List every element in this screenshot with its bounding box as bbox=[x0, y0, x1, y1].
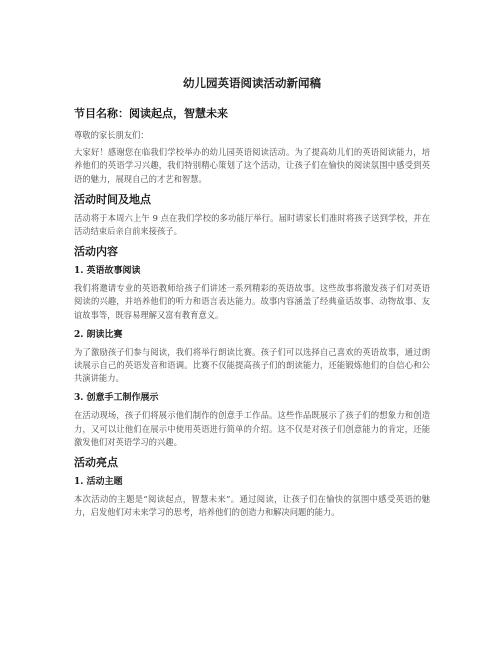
highlight-item-title: 1. 活动主题 bbox=[74, 477, 123, 488]
program-name-heading: 节目名称：阅读起点，智慧未来 bbox=[74, 107, 228, 120]
content-item-title: 1. 英语故事阅读 bbox=[74, 266, 141, 277]
content-heading: 活动内容 bbox=[74, 245, 118, 259]
content-item-title: 3. 创意手工制作展示 bbox=[74, 393, 159, 404]
content-item-text: 为了激励孩子们参与阅读，我们将举行朗读比赛。孩子们可以选择自己喜欢的英语故事，通过朗读展示自己的英语发音和语调。比赛不仅能提高孩子们的朗读能力，还能锻炼他们的自信心和公共演讲能力。 bbox=[74, 346, 430, 384]
document-body bbox=[74, 74, 430, 525]
content-item-text: 在活动现场，孩子们将展示他们制作的创意手工作品。这些作品既展示了孩子们的想象力和创造力，又可以让他们在展示中使用英语进行简单的介绍。这不仅是对孩子们创意能力的肯定，还能激发他们对英语学习的兴趣。 bbox=[74, 410, 430, 447]
greeting-text: 尊敬的家长朋友们： bbox=[74, 130, 149, 140]
highlight-item-text: 本次活动的主题是“阅读起点，智慧未来”。通过阅读，让孩子们在愉快的氛围中感受英语的魅力，启发他们对未来学习的思考，培养他们的创造力和解决问题的能力。 bbox=[74, 494, 430, 518]
intro-paragraph: 大家好！感谢您在临我们学校举办的幼儿园英语阅读活动。为了提高幼儿们的英语阅读能力，培养他们的英语学习兴趣，我们特别精心策划了这个活动，让孩子们在愉快的阅读氛围中感受到英语的魅力，展现自己的才艺和智慧。 bbox=[74, 147, 430, 184]
document-title: 幼儿园英语阅读活动新闻稿 bbox=[183, 76, 321, 90]
content-item-title: 2. 朗读比赛 bbox=[74, 329, 123, 340]
content-item-text: 我们将邀请专业的英语教师给孩子们讲述一系列精彩的英语故事。这些故事将激发孩子们对英语阅读的兴趣，并培养他们的听力和语言表达能力。故事内容涵盖了经典童话故事、动物故事、友谊故事等，既容易理解又富有教育意义。 bbox=[74, 283, 430, 320]
time-place-paragraph: 活动将于本周六上午 9 点在我们学校的多功能厅举行。届时请家长们准时将孩子送到学校，并在活动结束后亲自前来接孩子。 bbox=[74, 212, 430, 237]
highlights-heading: 活动亮点 bbox=[74, 456, 118, 470]
time-place-heading: 活动时间及地点 bbox=[74, 192, 151, 206]
